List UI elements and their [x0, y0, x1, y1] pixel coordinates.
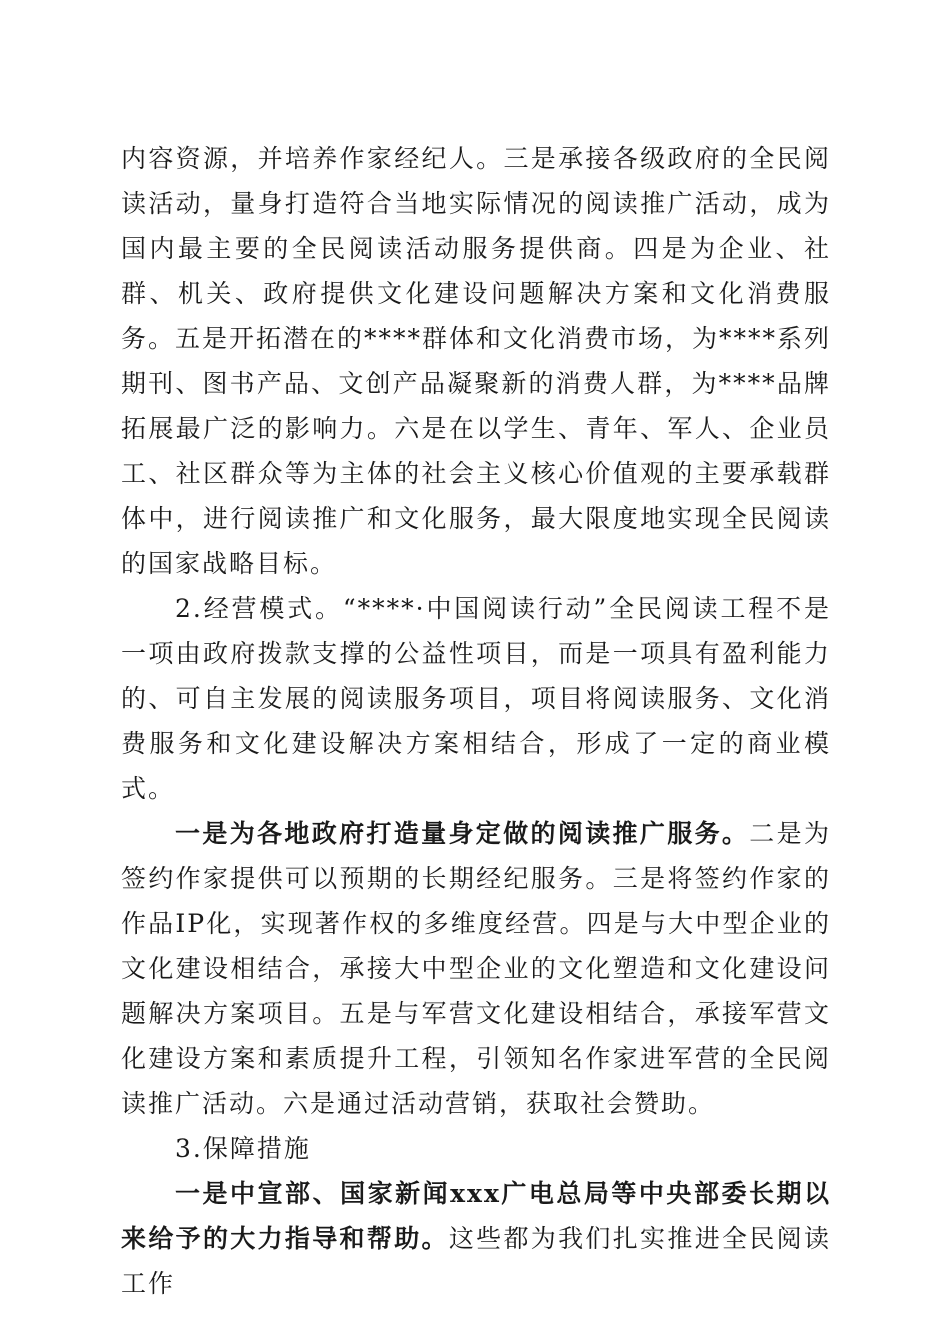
section-heading-text: 3.保障措施 [175, 1134, 311, 1163]
paragraph-model-points [121, 811, 831, 1126]
section-heading-safeguards [121, 1126, 831, 1171]
paragraph-text: 这些都为我们扎实推进全民阅读工作 [121, 1224, 831, 1298]
paragraph-text: 内容资源，并培养作家经纪人。三是承接各级政府的全民阅读活动，量身打造符合当地实际情况的阅读推广活动，成为国内最主要的全民阅读活动服务提供商。四是为企业、社群、机关、政府提供文化建设问题解决方案和文化消费服务。五是开拓潜在的****群体和文化消费市场，为****系列期刊、图书产品、文创产品凝聚新的消费人群，为****品牌拓展最广泛的影响力。六是在以学生、青年、军人、企业员工、社区群众等为主体的社会主义核心价值观的主要承载群体中，进行阅读推广和文化服务，最大限度地实现全民阅读的国家战略目标。 [121, 144, 832, 578]
paragraph-text: 2.经营模式。“****·中国阅读行动”全民阅读工程不是一项由政府拨款支撑的公益性项目，而是一项具有盈利能力的、可自主发展的阅读服务项目，项目将阅读服务、文化消费服务和文化建设解决方案相结合，形成了一定的商业模式。 [121, 594, 831, 803]
paragraph-business-scope [121, 136, 831, 586]
paragraph-lead-bold: 一是中宣部、国家新闻xxx广电总局等中央部委长期以来给予的大力指导和帮助。 [121, 1179, 831, 1253]
paragraph-safeguards [121, 1171, 831, 1306]
document-body [121, 136, 831, 1306]
paragraph-lead-bold: 一是为各地政府打造量身定做的阅读推广服务。 [175, 819, 750, 848]
paragraph-business-model [121, 586, 831, 811]
paragraph-text: 二是为签约作家提供可以预期的长期经纪服务。三是将签约作家的作品IP化，实现著作权的多维度经营。四是与大中型企业的文化建设相结合，承接大中型企业的文化塑造和文化建设问题解决方案项目。五是与军营文化建设相结合，承接军营文化建设方案和素质提升工程，引领知名作家进军营的全民阅读推广活动。六是通过活动营销，获取社会赞助。 [121, 819, 831, 1118]
